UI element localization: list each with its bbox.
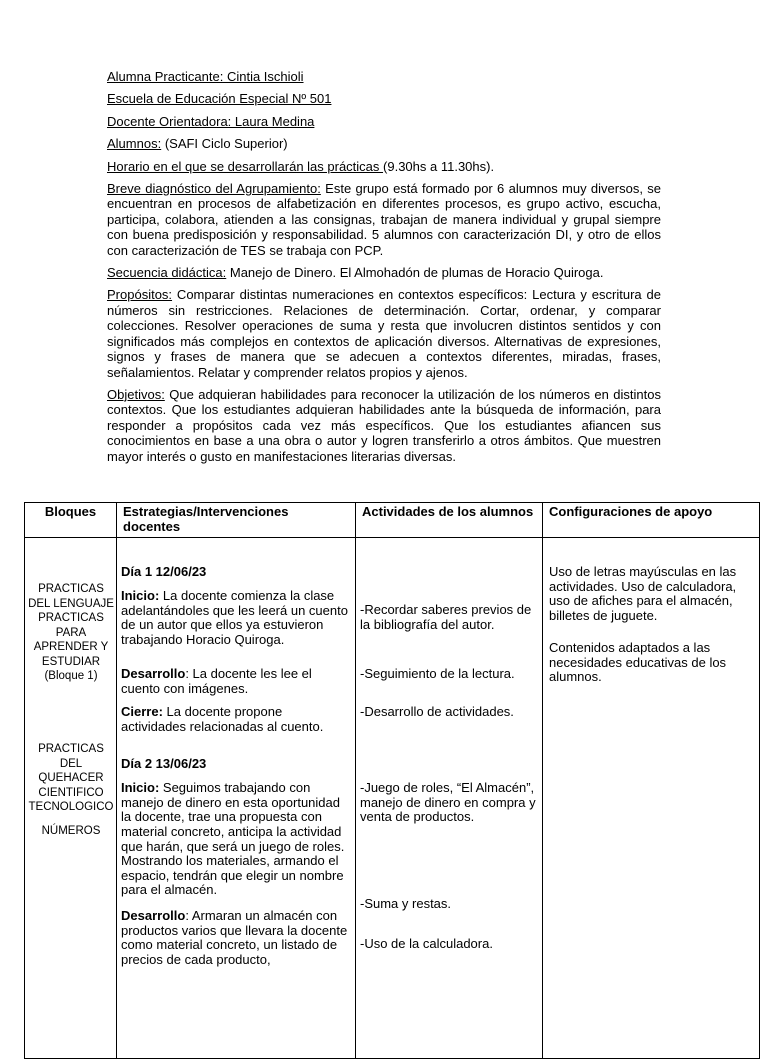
bloque-2-line: DEL <box>59 757 83 770</box>
objetivos-text: Que adquieran habilidades para reconocer la utilización de los números en distintos contextos. Que los estudiantes adquieran habilidades ante la búsqueda de información, para responder a propósitos cada vez más específicos. Que los estudiantes afiancen sus conocimientos en base a una obra o autor y logren transferirlo a otros ámbitos. Que muestren mayor interés o gusto en manifestaciones literarias diversas. <box>107 386 661 464</box>
dia1-inicio-text: La docente comienza la clase adelantándoles que les leerá un cuento de un autor que ellos ya estuvieron trabajando Horacio Quiroga. <box>121 588 348 647</box>
header-estrategias: Estrategias/Intervenciones docentes <box>117 503 356 538</box>
propositos-paragraph <box>107 287 661 379</box>
objetivos-label: Objetivos: <box>107 386 165 402</box>
actividad-5: -Suma y restas. <box>360 896 452 912</box>
docente-line <box>107 114 661 129</box>
secuencia-label: Secuencia didáctica: <box>107 265 227 281</box>
header-actividades: Actividades de los alumnos <box>356 503 543 538</box>
bloque-2-line: CIENTIFICO <box>38 786 104 799</box>
bloques-cell <box>25 538 117 1059</box>
dia2-title: Día 2 13/06/23 <box>121 756 207 772</box>
dia2-inicio-text: Seguimos trabajando con manejo de dinero en esta oportunidad la docente, trae una propuesta con material concreto, anticipa la actividad que harán, que será un juego de roles. Mostrando los materiales, armando el espacio, tendrán que elegir un nombre para el almacén. <box>121 780 345 898</box>
dia2-desarrollo-text: : Armaran un almacén con productos varios que llevara la docente como material concreto, un listado de precios de cada producto, <box>121 908 348 967</box>
bloque-1 <box>25 582 117 684</box>
actividad-4: -Juego de roles, “El Almacén”, manejo de dinero en compra y venta de productos. <box>360 780 536 825</box>
dia2-desarrollo <box>121 909 349 967</box>
planning-table <box>24 502 760 1059</box>
secuencia-text: Manejo de Dinero. El Almohadón de plumas de Horacio Quiroga. <box>226 265 604 281</box>
docente-label: Docente Orientadora: Laura Medina <box>107 113 315 129</box>
alumnos-value: (SAFI Ciclo Superior) <box>161 136 288 152</box>
escuela-line <box>107 91 661 106</box>
bloque-2-line: QUEHACER <box>38 772 104 785</box>
bloque-2-line: PRACTICAS <box>38 743 104 756</box>
table-header-row <box>25 503 760 538</box>
dia1-title: Día 1 12/06/23 <box>121 564 207 580</box>
dia1-desarrollo <box>121 667 349 696</box>
estrategias-cell <box>117 538 356 1059</box>
diagnostico-label: Breve diagnóstico del Agrupamiento: <box>107 181 321 197</box>
apoyo-1: Uso de letras mayúsculas en las actividades. Uso de calculadora, uso de afiches para el almacén, billetes de juguete. <box>549 564 737 623</box>
alumna-label: Alumna Practicante: Cintia Ischioli <box>107 69 304 84</box>
dia1-inicio-label: Inicio: <box>121 588 160 604</box>
actividad-1: -Recordar saberes previos de la bibliografía del autor. <box>360 602 532 632</box>
dia2-inicio-label: Inicio: <box>121 780 160 796</box>
dia1-cierre <box>121 705 349 734</box>
objetivos-paragraph <box>107 387 661 464</box>
bloque-1-line: PRACTICAS <box>38 583 104 596</box>
bloque-1-line: ESTUDIAR <box>41 655 101 668</box>
dia1-inicio <box>121 589 349 647</box>
bloque-1-line: DEL LENGUAJE <box>28 597 114 610</box>
alumnos-label: Alumnos: <box>107 136 162 152</box>
bloque-2-line: TECNOLOGICO <box>28 801 114 814</box>
actividad-3: -Desarrollo de actividades. <box>360 704 514 720</box>
horario-label: Horario en el que se desarrollarán las prácticas <box>107 158 384 174</box>
actividad-6: -Uso de la calculadora. <box>360 936 493 952</box>
actividad-2: -Seguimiento de la lectura. <box>360 666 515 682</box>
dia1-cierre-label: Cierre: <box>121 704 163 720</box>
dia2-desarrollo-label: Desarrollo <box>121 908 186 924</box>
dia2-inicio <box>121 781 349 898</box>
propositos-label: Propósitos: <box>107 287 173 303</box>
table-row <box>25 538 760 1059</box>
horario-line <box>107 159 661 174</box>
propositos-text: Comparar distintas numeraciones en contextos específicos: Lectura y escritura de números sin restricciones. Relaciones de determinación. Cortar, ordenar, y comparar colecciones. Resolver operaciones de suma y resta que involucren distintos sentidos y con significados más complejos en contextos de aplicación diversos. Alternativas de expresiones, signos y frases de manera que se adecuen a contextos diferentes, miradas, frases, señalamientos. Relatar y comprender relatos propios y ajenos. <box>107 287 661 380</box>
dia1-desarrollo-label: Desarrollo <box>121 666 186 682</box>
escuela-label: Escuela de Educación Especial Nº 501 <box>107 91 332 107</box>
bloque-2 <box>25 742 117 815</box>
secuencia-paragraph <box>107 265 661 280</box>
document-header <box>107 69 661 471</box>
alumnos-line <box>107 136 661 151</box>
dia1-cierre-text: La docente propone actividades relacionadas al cuento. <box>121 704 324 734</box>
bloque-1-line: APRENDER Y <box>33 641 109 654</box>
diagnostico-paragraph <box>107 181 661 258</box>
horario-value: (9.30hs a 11.30hs). <box>383 158 495 174</box>
header-configuraciones: Configuraciones de apoyo <box>543 503 760 538</box>
configuraciones-cell <box>543 538 760 1059</box>
actividades-cell <box>356 538 543 1059</box>
bloque-3: NÚMEROS <box>41 825 101 838</box>
dia1-desarrollo-text: : La docente les lee el cuento con imágenes. <box>121 666 312 696</box>
header-bloques: Bloques <box>25 503 117 538</box>
bloque-1-line: (Bloque 1) <box>44 670 98 683</box>
diagnostico-text: Este grupo está formado por 6 alumnos muy diversos, se encuentran en procesos de alfabetización en diferentes procesos, es grupo activo, escucha, participa, colabora, atienden a las consignas, trabajan de manera individual y grupal siempre con buena predisposición y responsabilidad. 5 alumnos con caracterización DI, y otro de ellos con caracterización de TES se trabaja con PCP. <box>107 181 661 258</box>
bloque-1-line: PARA <box>55 626 87 639</box>
alumna-line <box>107 69 661 84</box>
apoyo-2: Contenidos adaptados a las necesidades educativas de los alumnos. <box>549 640 727 685</box>
bloque-1-line: PRACTICAS <box>38 612 104 625</box>
